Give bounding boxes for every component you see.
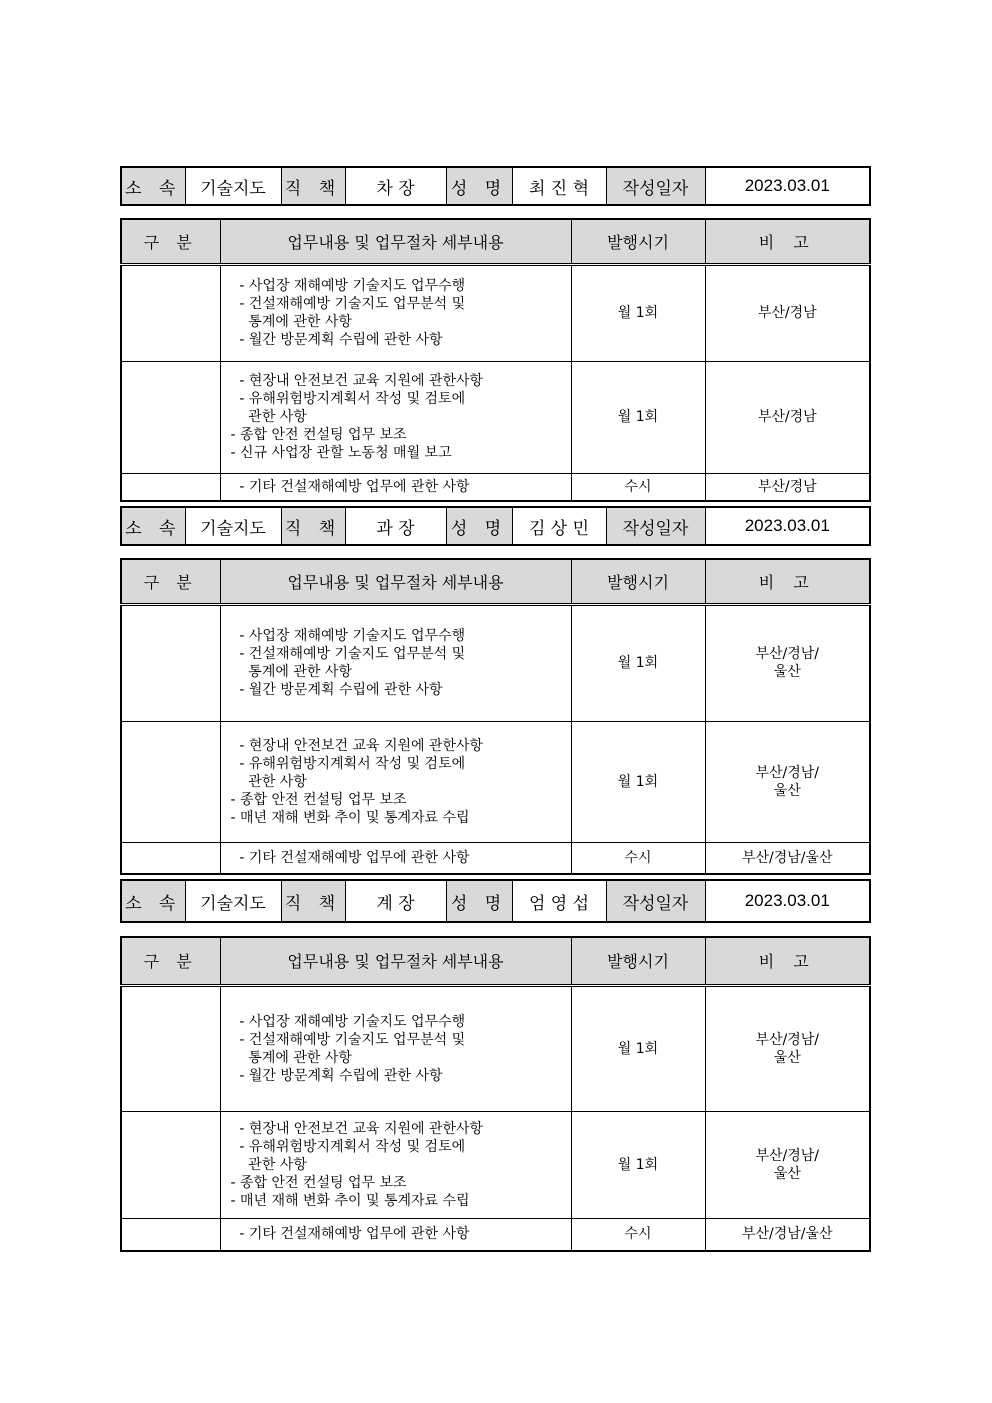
content-line: - 현장내 안전보건 교육 지원에 관한사항 bbox=[230, 1120, 484, 1137]
name-label: 성 명 bbox=[446, 507, 512, 545]
content-line: - 기타 건설재해예방 업무에 관한 사항 bbox=[230, 1226, 470, 1243]
date-label: 작성일자 bbox=[606, 507, 705, 545]
affiliation-label: 소 속 bbox=[121, 167, 185, 205]
header-category: 구 분 bbox=[121, 219, 220, 264]
row-content bbox=[220, 1111, 571, 1218]
name-value: 김 상 민 bbox=[512, 507, 606, 545]
content-line: 관한 사항 bbox=[230, 773, 307, 790]
date-value: 2023.03.01 bbox=[705, 507, 870, 545]
header-remarks: 비 고 bbox=[705, 937, 870, 985]
detail-table-2 bbox=[120, 558, 871, 875]
position-value: 과 장 bbox=[345, 507, 446, 545]
content-line: - 사업장 재해예방 기술지도 업무수행 bbox=[230, 1013, 466, 1030]
row-timing: 월 1회 bbox=[571, 721, 705, 842]
date-label: 작성일자 bbox=[606, 880, 705, 922]
table-row bbox=[121, 1218, 870, 1251]
position-value: 차 장 bbox=[345, 167, 446, 205]
row-timing: 월 1회 bbox=[571, 1111, 705, 1218]
header-content: 업무내용 및 업무절차 세부내용 bbox=[220, 937, 571, 985]
row-content bbox=[220, 721, 571, 842]
content-line: - 현장내 안전보건 교육 지원에 관한사항 bbox=[230, 373, 484, 389]
table-row bbox=[121, 361, 870, 473]
remarks-line: 울산 bbox=[773, 1165, 801, 1182]
content-line: - 종합 안전 컨설팅 업무 보조 bbox=[230, 427, 407, 443]
row-remarks bbox=[705, 842, 870, 874]
content-line: - 유해위험방지계획서 작성 및 검토에 bbox=[230, 1138, 466, 1155]
table-row bbox=[121, 842, 870, 874]
affiliation-value: 기술지도 bbox=[185, 507, 281, 545]
row-category bbox=[121, 473, 220, 501]
content-line: 관한 사항 bbox=[230, 1156, 307, 1173]
row-timing: 수시 bbox=[571, 473, 705, 501]
content-line: - 건설재해예방 기술지도 업무분석 및 bbox=[230, 296, 466, 312]
content-line: 관한 사항 bbox=[230, 409, 307, 425]
row-remarks bbox=[705, 361, 870, 473]
content-line: - 종합 안전 컨설팅 업무 보조 bbox=[230, 1174, 407, 1191]
header-timing: 발행시기 bbox=[571, 559, 705, 604]
row-timing: 월 1회 bbox=[571, 985, 705, 1111]
row-category bbox=[121, 604, 220, 721]
remarks-line: 울산 bbox=[773, 782, 801, 799]
content-line: - 사업장 재해예방 기술지도 업무수행 bbox=[230, 628, 466, 644]
content-line: - 매년 재해 변화 추이 및 통계자료 수립 bbox=[230, 1192, 470, 1209]
remarks-line: 부산/경남/ bbox=[755, 646, 820, 662]
header-remarks: 비 고 bbox=[705, 219, 870, 264]
row-category bbox=[121, 842, 220, 874]
position-label: 직 책 bbox=[281, 880, 345, 922]
row-timing: 수시 bbox=[571, 842, 705, 874]
header-category: 구 분 bbox=[121, 559, 220, 604]
date-value: 2023.03.01 bbox=[705, 880, 870, 922]
remarks-line: 부산/경남/ bbox=[755, 1031, 820, 1048]
row-remarks bbox=[705, 1111, 870, 1218]
header-content: 업무내용 및 업무절차 세부내용 bbox=[220, 219, 571, 264]
affiliation-value: 기술지도 bbox=[185, 880, 281, 922]
content-line: - 기타 건설재해예방 업무에 관한 사항 bbox=[230, 478, 470, 495]
row-timing: 월 1회 bbox=[571, 604, 705, 721]
header-timing: 발행시기 bbox=[571, 937, 705, 985]
info-table-2 bbox=[120, 506, 871, 546]
remarks-line: 부산/경남 bbox=[757, 305, 817, 321]
row-content bbox=[220, 264, 571, 361]
remarks-line: 부산/경남/ bbox=[755, 764, 820, 781]
row-content bbox=[220, 604, 571, 721]
content-line: - 현장내 안전보건 교육 지원에 관한사항 bbox=[230, 737, 484, 754]
content-line: - 건설재해예방 기술지도 업무분석 및 bbox=[230, 1031, 466, 1048]
row-category bbox=[121, 1218, 220, 1251]
position-label: 직 책 bbox=[281, 167, 345, 205]
info-table-3 bbox=[120, 879, 871, 923]
row-content bbox=[220, 1218, 571, 1251]
table-row bbox=[121, 473, 870, 501]
header-category: 구 분 bbox=[121, 937, 220, 985]
remarks-line: 부산/경남 bbox=[757, 478, 817, 495]
remarks-line: 부산/경남/울산 bbox=[741, 1226, 833, 1243]
row-timing: 월 1회 bbox=[571, 264, 705, 361]
affiliation-value: 기술지도 bbox=[185, 167, 281, 205]
content-line: - 기타 건설재해예방 업무에 관한 사항 bbox=[230, 849, 470, 866]
row-remarks bbox=[705, 985, 870, 1111]
content-line: - 매년 재해 변화 추이 및 통계자료 수립 bbox=[230, 809, 470, 826]
position-label: 직 책 bbox=[281, 507, 345, 545]
content-line: - 유해위험방지계획서 작성 및 검토에 bbox=[230, 391, 466, 407]
row-category bbox=[121, 264, 220, 361]
name-label: 성 명 bbox=[446, 167, 512, 205]
remarks-line: 부산/경남 bbox=[757, 409, 817, 425]
table-row bbox=[121, 264, 870, 361]
affiliation-label: 소 속 bbox=[121, 880, 185, 922]
row-category bbox=[121, 985, 220, 1111]
row-category bbox=[121, 1111, 220, 1218]
row-content bbox=[220, 361, 571, 473]
row-content bbox=[220, 473, 571, 501]
detail-table-3 bbox=[120, 936, 871, 1252]
row-remarks bbox=[705, 264, 870, 361]
info-table-1 bbox=[120, 166, 871, 206]
header-timing: 발행시기 bbox=[571, 219, 705, 264]
content-line: 통계에 관한 사항 bbox=[230, 314, 352, 330]
header-content: 업무내용 및 업무절차 세부내용 bbox=[220, 559, 571, 604]
remarks-line: 울산 bbox=[773, 664, 801, 680]
name-value: 엄 영 섭 bbox=[512, 880, 606, 922]
table-row bbox=[121, 985, 870, 1111]
content-line: - 월간 방문계획 수립에 관한 사항 bbox=[230, 1067, 443, 1084]
affiliation-label: 소 속 bbox=[121, 507, 185, 545]
content-line: - 월간 방문계획 수립에 관한 사항 bbox=[230, 682, 443, 698]
row-remarks bbox=[705, 473, 870, 501]
table-row bbox=[121, 1111, 870, 1218]
table-row bbox=[121, 604, 870, 721]
content-line: 통계에 관한 사항 bbox=[230, 664, 352, 680]
remarks-line: 울산 bbox=[773, 1049, 801, 1066]
row-content bbox=[220, 842, 571, 874]
content-line: - 유해위험방지계획서 작성 및 검토에 bbox=[230, 755, 466, 772]
content-line: - 신규 사업장 관할 노동청 매월 보고 bbox=[230, 445, 452, 461]
row-remarks bbox=[705, 604, 870, 721]
content-line: 통계에 관한 사항 bbox=[230, 1049, 352, 1066]
remarks-line: 부산/경남/ bbox=[755, 1147, 820, 1164]
position-value: 계 장 bbox=[345, 880, 446, 922]
content-line: - 월간 방문계획 수립에 관한 사항 bbox=[230, 332, 443, 348]
content-line: - 건설재해예방 기술지도 업무분석 및 bbox=[230, 646, 466, 662]
date-value: 2023.03.01 bbox=[705, 167, 870, 205]
row-remarks bbox=[705, 1218, 870, 1251]
remarks-line: 부산/경남/울산 bbox=[741, 849, 833, 866]
row-timing: 수시 bbox=[571, 1218, 705, 1251]
row-content bbox=[220, 985, 571, 1111]
row-category bbox=[121, 361, 220, 473]
date-label: 작성일자 bbox=[606, 167, 705, 205]
row-remarks bbox=[705, 721, 870, 842]
detail-table-1 bbox=[120, 218, 871, 502]
table-row bbox=[121, 721, 870, 842]
name-value: 최 진 혁 bbox=[512, 167, 606, 205]
content-line: - 종합 안전 컨설팅 업무 보조 bbox=[230, 791, 407, 808]
row-timing: 월 1회 bbox=[571, 361, 705, 473]
row-category bbox=[121, 721, 220, 842]
header-remarks: 비 고 bbox=[705, 559, 870, 604]
content-line: - 사업장 재해예방 기술지도 업무수행 bbox=[230, 278, 466, 294]
name-label: 성 명 bbox=[446, 880, 512, 922]
